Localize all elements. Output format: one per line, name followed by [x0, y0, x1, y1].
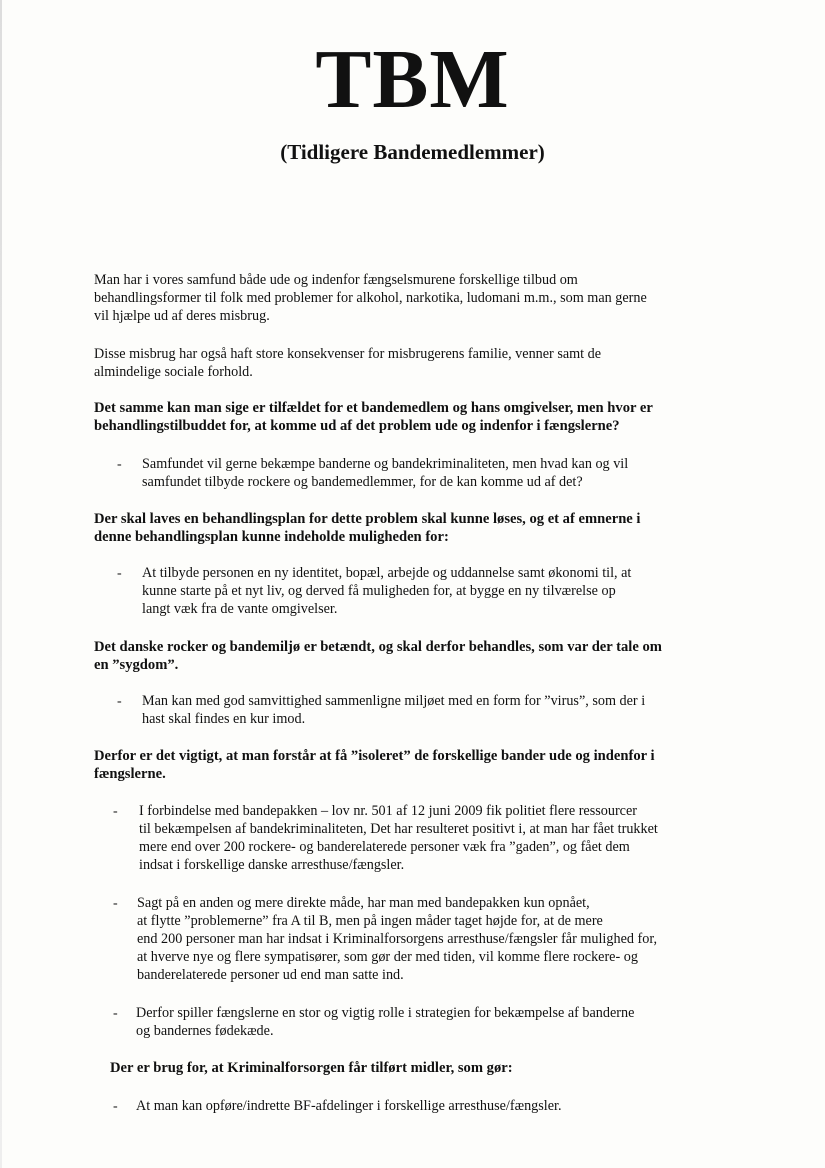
bullet-item — [142, 455, 742, 491]
text-line: banderelaterede personer ud end man satte ind. — [137, 967, 404, 983]
bullet-dash: - — [113, 804, 118, 819]
text-line: Disse misbrug har også haft store konsekvenser for misbrugerens familie, venner samt de — [94, 346, 602, 362]
text-line: til bekæmpelsen af bandekriminaliteten, Det har resulteret positivt i, at man har fået trukket — [139, 821, 658, 837]
text-line: At tilbyde personen en ny identitet, bopæl, arbejde og uddannelse samt økonomi til, at — [142, 565, 632, 581]
text-line: en ”sygdom”. — [94, 657, 179, 673]
text-line: denne behandlingsplan kunne indeholde muligheden for: — [94, 529, 449, 545]
text-line: Man har i vores samfund både ude og indenfor fængselsmurene forskellige tilbud om — [94, 272, 578, 288]
text-line: I forbindelse med bandepakken – lov nr. 501 af 12 juni 2009 fik politiet flere ressourcer — [139, 803, 637, 819]
text-line: indsat i forskellige danske arresthuse/fængsler. — [139, 857, 405, 873]
text-line: at hverve nye og flere sympatisører, som gør der med tiden, vil komme flere rockere- og — [137, 949, 638, 965]
document-title: TBM — [315, 33, 510, 126]
bullet-item — [139, 802, 759, 874]
text-line: vil hjælpe ud af deres misbrug. — [94, 308, 270, 324]
bullet-item — [137, 894, 767, 984]
text-line: behandlingstilbuddet for, at komme ud af det problem ude og indenfor i fængslerne? — [94, 418, 620, 434]
text-line: behandlingsformer til folk med problemer for alkohol, narkotika, ludomani m.m., som man gerne — [94, 290, 647, 306]
bullet-dash: - — [117, 566, 122, 581]
text-line: at flytte ”problemerne” fra A til B, men på ingen måder taget højde for, at de mere — [137, 913, 603, 929]
bullet-dash: - — [117, 457, 122, 472]
text-line: og bandernes fødekæde. — [136, 1023, 274, 1039]
text-line: end 200 personer man har indsat i Kriminalforsorgens arresthuse/fængsler får mulighed for, — [137, 931, 658, 947]
text-line: mere end over 200 rockere- og banderelaterede personer væk fra ”gaden”, og fået dem — [139, 839, 630, 855]
heading-funding: Der er brug for, at Kriminalforsorgen får tilført midler, som gør: — [110, 1060, 513, 1076]
text-line: Det samme kan man sige er tilfældet for et bandemedlem og hans omgivelser, men hvor er — [94, 400, 653, 416]
text-line: hast skal findes en kur imod. — [142, 711, 306, 727]
text-line: kunne starte på et nyt liv, og derved få muligheden for, at bygge en ny tilværelse op — [142, 583, 616, 599]
paragraph-intro — [94, 271, 724, 325]
heading-isolate-gangs — [94, 747, 724, 783]
bullet-dash: - — [113, 1006, 118, 1021]
paragraph-consequences — [94, 345, 724, 381]
text-line: Man kan med god samvittighed sammenligne miljøet med en form for ”virus”, som der i — [142, 693, 646, 709]
text-line: Der skal laves en behandlingsplan for dette problem skal kunne løses, og et af emnerne i — [94, 511, 641, 527]
bullet-dash: - — [113, 1099, 118, 1114]
heading-treatment-question — [94, 399, 724, 435]
bullet-item — [136, 1004, 766, 1040]
text-line: Derfor spiller fængslerne en stor og vigtig rolle i strategien for bekæmpelse af banderne — [136, 1005, 635, 1021]
heading-treatment-plan — [94, 510, 724, 546]
heading-rocker-environment — [94, 638, 724, 674]
scan-edge — [0, 0, 2, 1168]
text-line: fængslerne. — [94, 766, 166, 782]
text-line: samfundet tilbyde rockere og bandemedlemmer, for de kan komme ud af det? — [142, 474, 583, 490]
text-line: Samfundet vil gerne bekæmpe banderne og bandekriminaliteten, men hvad kan og vil — [142, 456, 629, 472]
bullet-item — [136, 1097, 766, 1115]
document-subtitle: (Tidligere Bandemedlemmer) — [280, 140, 545, 164]
text-line: Det danske rocker og bandemiljø er betændt, og skal derfor behandles, som var der tale om — [94, 639, 662, 655]
bullet-dash: - — [113, 896, 118, 911]
text-line: Derfor er det vigtigt, at man forstår at få ”isoleret” de forskellige bander ude og indenfor i — [94, 748, 655, 764]
text-line: almindelige sociale forhold. — [94, 364, 253, 380]
bullet-dash: - — [117, 694, 122, 709]
bullet-item — [142, 564, 742, 618]
text-line: At man kan opføre/indrette BF-afdelinger i forskellige arresthuse/fængsler. — [136, 1098, 562, 1114]
text-line: Sagt på en anden og mere direkte måde, har man med bandepakken kun opnået, — [137, 895, 590, 911]
text-line: langt væk fra de vante omgivelser. — [142, 601, 338, 617]
bullet-item — [142, 692, 742, 728]
